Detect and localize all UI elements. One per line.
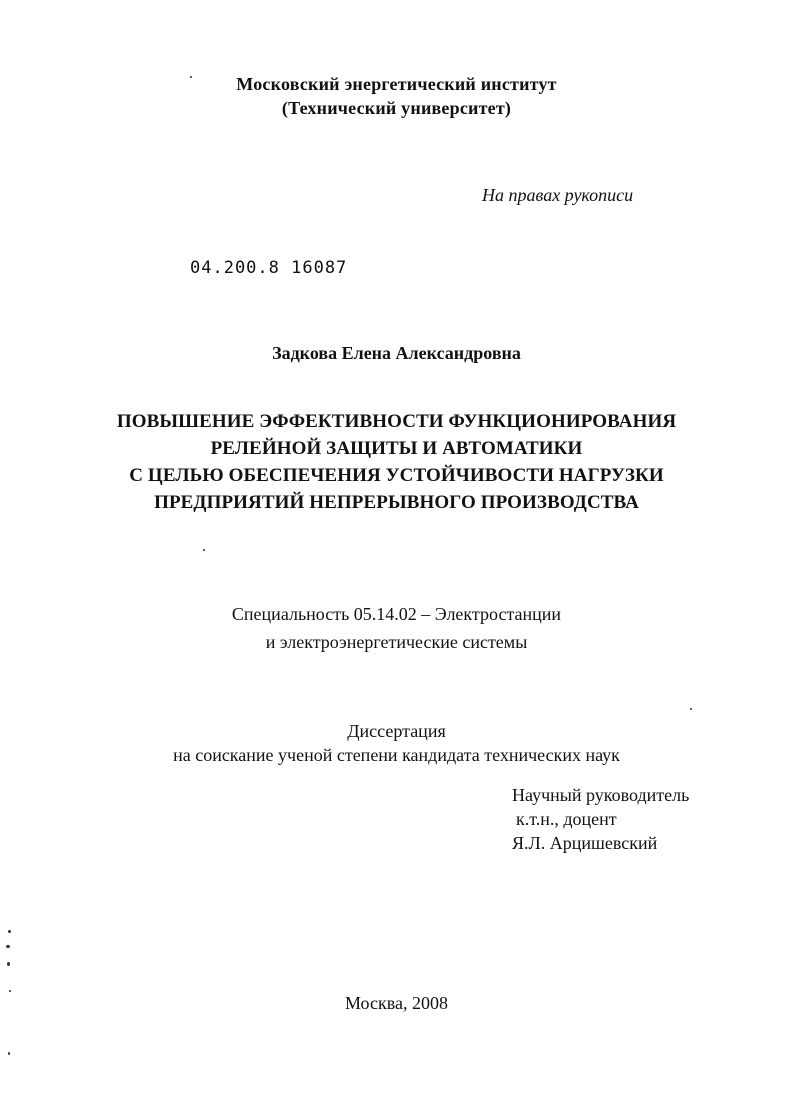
dissertation-title: [0, 408, 793, 516]
scan-speck: [190, 76, 192, 78]
title-line: РЕЛЕЙНОЙ ЗАЩИТЫ И АВТОМАТИКИ: [210, 438, 583, 459]
scan-speck: [8, 1052, 10, 1055]
supervisor-name: Я.Л. Арцишевский: [512, 833, 658, 853]
degree-line: на соискание ученой степени кандидата технических наук: [173, 745, 620, 765]
specialty-line: и электроэнергетические системы: [265, 632, 528, 652]
title-line: С ЦЕЛЬЮ ОБЕСПЕЧЕНИЯ УСТОЙЧИВОСТИ НАГРУЗКИ: [129, 465, 664, 486]
institution-subtitle: (Технический университет): [281, 98, 512, 118]
scan-speck: [203, 549, 205, 551]
specialty-line: Специальность 05.14.02 – Электростанции: [231, 604, 562, 624]
scan-speck: [690, 708, 692, 710]
city-year: Москва, 2008: [345, 993, 448, 1013]
institution-name: Московский энергетический институт: [236, 74, 557, 94]
specialty-block: [0, 600, 793, 656]
author-name: Задкова Елена Александровна: [272, 343, 521, 363]
dissertation-label: Диссертация: [347, 721, 446, 741]
supervisor-label: Научный руководитель: [512, 785, 690, 805]
title-line: ПОВЫШЕНИЕ ЭФФЕКТИВНОСТИ ФУНКЦИОНИРОВАНИЯ: [116, 411, 677, 432]
rights-note: На правах рукописи: [482, 185, 634, 205]
scan-speck: [9, 990, 11, 992]
supervisor-degree: к.т.н., доцент: [516, 809, 617, 829]
title-line: ПРЕДПРИЯТИЙ НЕПРЕРЫВНОГО ПРОИЗВОДСТВА: [154, 492, 639, 513]
scan-speck: [8, 930, 11, 933]
dissertation-block: [0, 719, 793, 767]
scan-speck: [6, 945, 10, 948]
registration-code: 04.200.8 16087: [190, 258, 348, 278]
scan-speck: [7, 962, 10, 966]
